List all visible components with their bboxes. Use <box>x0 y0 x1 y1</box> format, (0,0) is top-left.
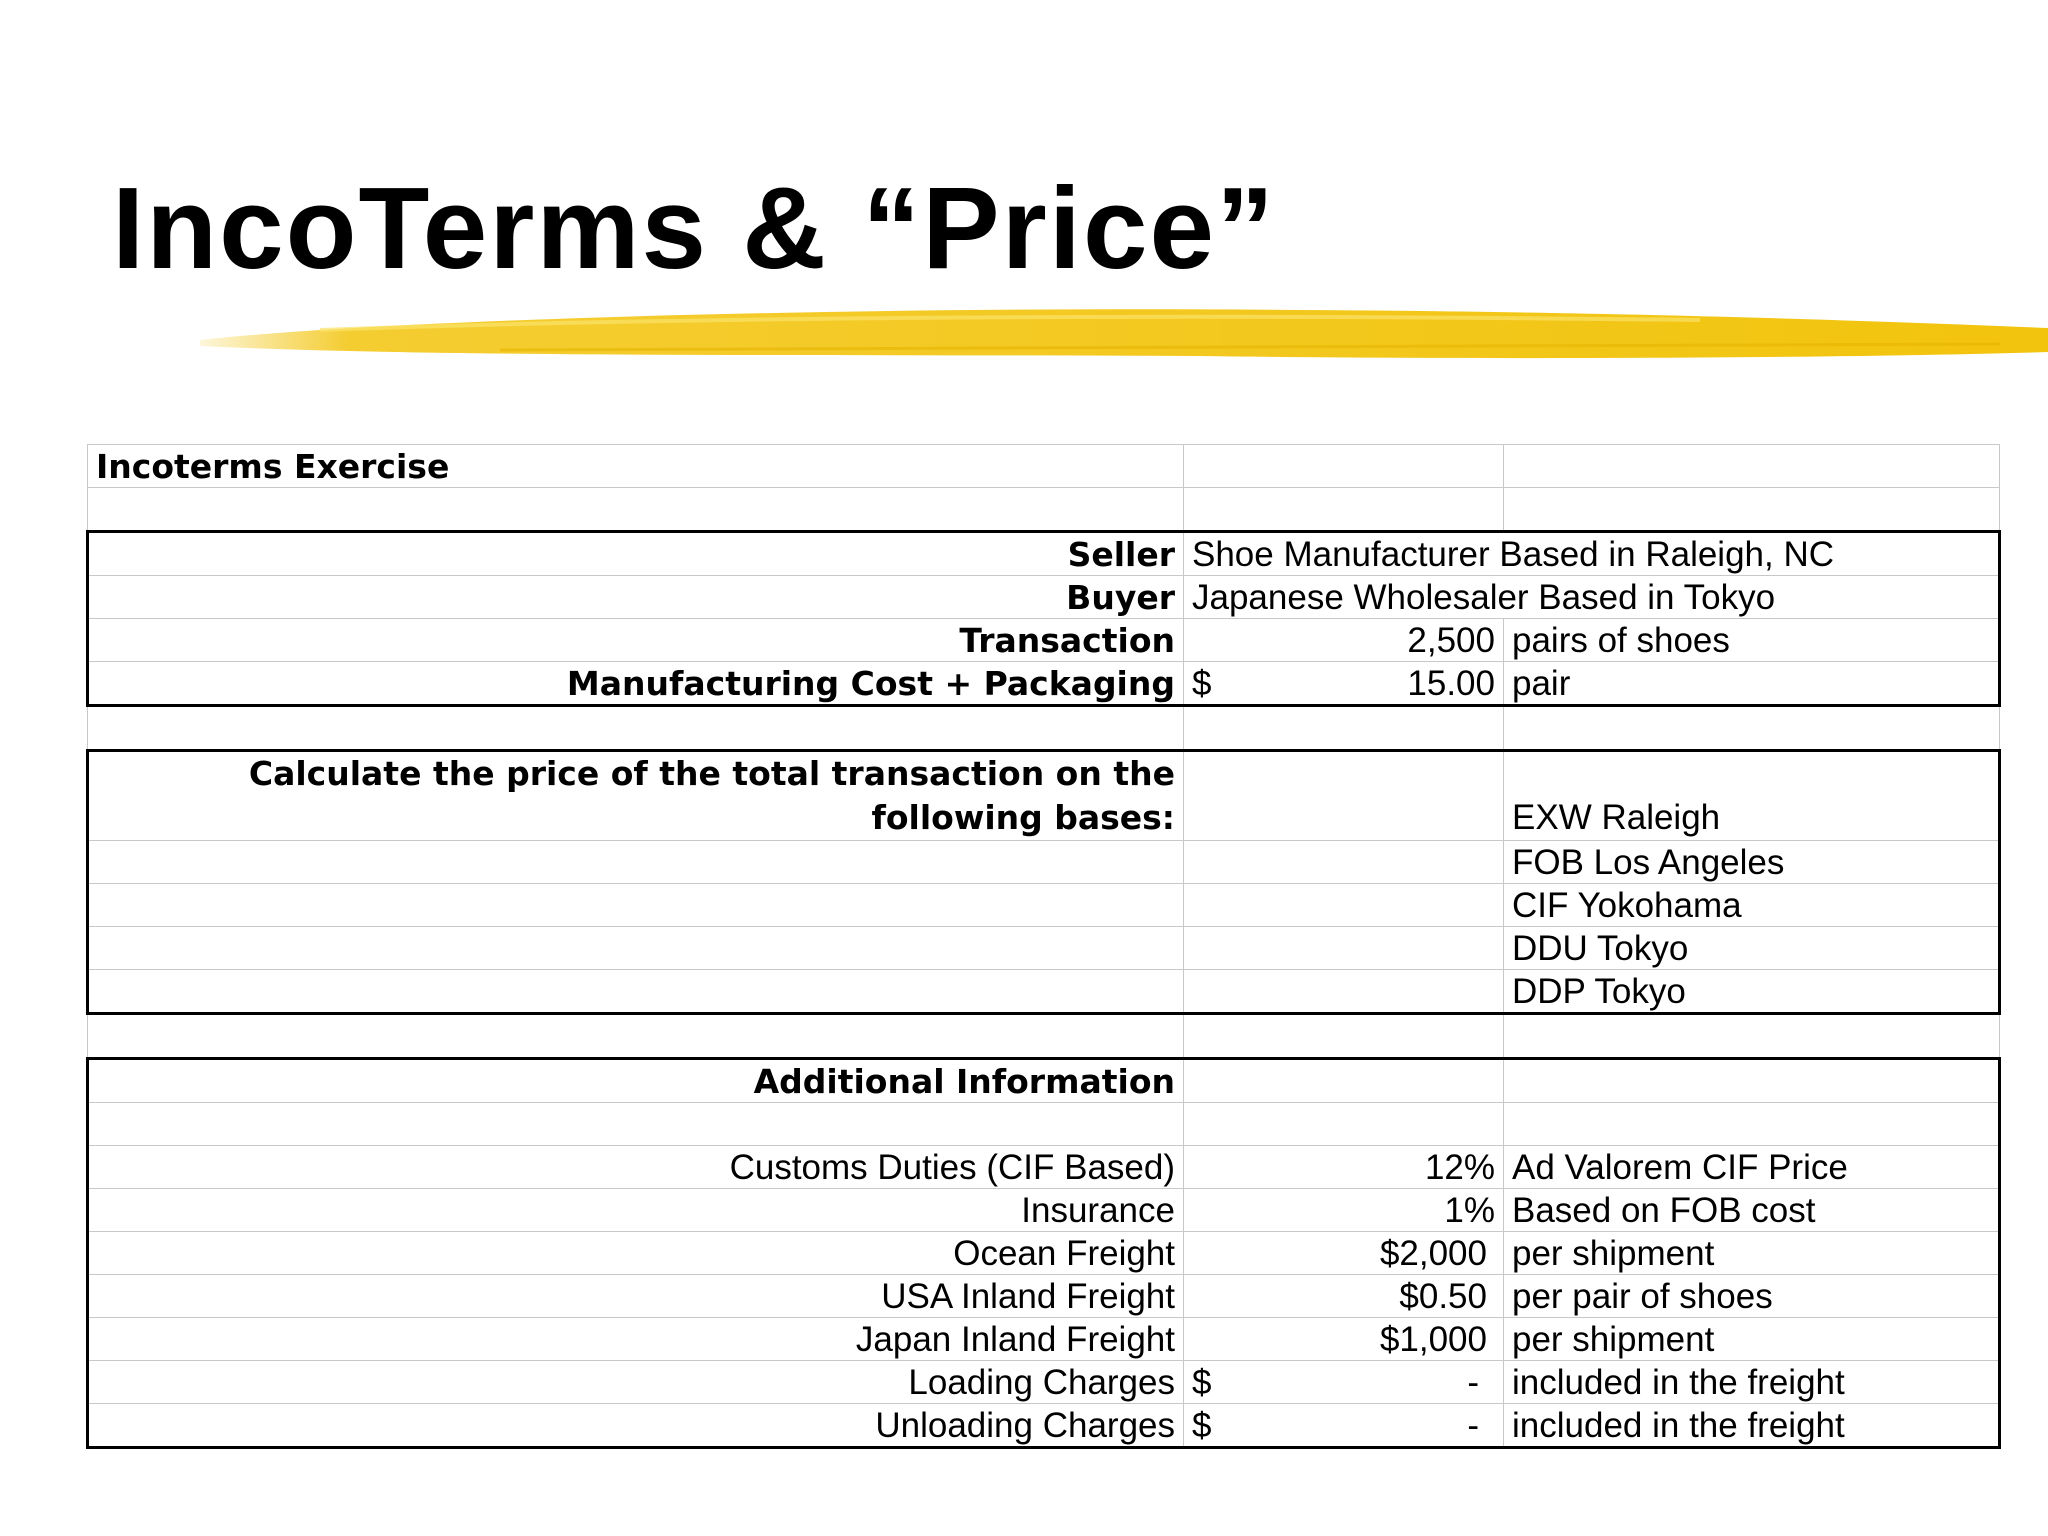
buyer-label: Buyer <box>88 576 1184 619</box>
additional-note: per shipment <box>1504 1318 2000 1361</box>
additional-note: per pair of shoes <box>1504 1275 2000 1318</box>
highlighter-stroke <box>200 300 2048 372</box>
table-row <box>88 1232 2000 1275</box>
additional-label: Ocean Freight <box>88 1232 1184 1275</box>
additional-label: Insurance <box>88 1189 1184 1232</box>
table-row <box>88 1146 2000 1189</box>
additional-note: Based on FOB cost <box>1504 1189 2000 1232</box>
basis-item: DDP Tokyo <box>1504 970 2000 1014</box>
table-row <box>88 884 2000 927</box>
calculate-instruction: Calculate the price of the total transaction on the following bases: <box>88 751 1184 841</box>
table-row <box>88 841 2000 884</box>
table-row <box>88 1189 2000 1232</box>
transaction-label: Transaction <box>88 619 1184 662</box>
table-row <box>88 488 2000 532</box>
table-row <box>88 445 2000 488</box>
additional-note: per shipment <box>1504 1232 2000 1275</box>
additional-note: included in the freight <box>1504 1404 2000 1448</box>
buyer-value: Japanese Wholesaler Based in Tokyo <box>1184 576 2000 619</box>
additional-value: - <box>1467 1406 1479 1445</box>
table-row <box>88 619 2000 662</box>
additional-value: - <box>1467 1363 1479 1402</box>
additional-currency: $ <box>1192 1363 1212 1402</box>
table-row <box>88 1318 2000 1361</box>
additional-value: $0.50 <box>1184 1275 1504 1318</box>
table-row <box>88 662 2000 706</box>
additional-label: Japan Inland Freight <box>88 1318 1184 1361</box>
basis-item: FOB Los Angeles <box>1504 841 2000 884</box>
additional-label: Loading Charges <box>88 1361 1184 1404</box>
mfg-cost-unit: pair <box>1504 662 2000 706</box>
table-row <box>88 1014 2000 1059</box>
table-row <box>88 576 2000 619</box>
additional-note: included in the freight <box>1504 1361 2000 1404</box>
additional-label: Customs Duties (CIF Based) <box>88 1146 1184 1189</box>
basis-item: EXW Raleigh <box>1504 751 2000 841</box>
mfg-cost-value: 15.00 <box>1407 664 1495 703</box>
table-row <box>88 927 2000 970</box>
table-row <box>88 1275 2000 1318</box>
sheet-heading: Incoterms Exercise <box>88 445 1184 488</box>
additional-value-cell <box>1184 1404 1504 1448</box>
mfg-cost-label: Manufacturing Cost + Packaging <box>88 662 1184 706</box>
additional-value-cell <box>1184 1361 1504 1404</box>
table-row <box>88 706 2000 751</box>
slide-title: IncoTerms & “Price” <box>112 163 1277 293</box>
table-row <box>88 1404 2000 1448</box>
table-row <box>88 1059 2000 1103</box>
additional-note: Ad Valorem CIF Price <box>1504 1146 2000 1189</box>
transaction-unit: pairs of shoes <box>1504 619 2000 662</box>
additional-label: Unloading Charges <box>88 1404 1184 1448</box>
additional-info-heading: Additional Information <box>88 1059 1184 1103</box>
table-row <box>88 532 2000 576</box>
basis-item: DDU Tokyo <box>1504 927 2000 970</box>
seller-label: Seller <box>88 532 1184 576</box>
mfg-cost-cell <box>1184 662 1504 706</box>
seller-value: Shoe Manufacturer Based in Raleigh, NC <box>1184 532 2000 576</box>
table-row <box>88 1361 2000 1404</box>
transaction-qty: 2,500 <box>1184 619 1504 662</box>
table-row <box>88 1103 2000 1146</box>
incoterms-spreadsheet <box>86 444 2001 1449</box>
table-row <box>88 970 2000 1014</box>
additional-value: 12% <box>1184 1146 1504 1189</box>
additional-value: $2,000 <box>1184 1232 1504 1275</box>
basis-item: CIF Yokohama <box>1504 884 2000 927</box>
mfg-cost-currency: $ <box>1192 664 1212 703</box>
additional-value: 1% <box>1184 1189 1504 1232</box>
table-row <box>88 751 2000 841</box>
additional-currency: $ <box>1192 1406 1212 1445</box>
additional-value: $1,000 <box>1184 1318 1504 1361</box>
additional-label: USA Inland Freight <box>88 1275 1184 1318</box>
